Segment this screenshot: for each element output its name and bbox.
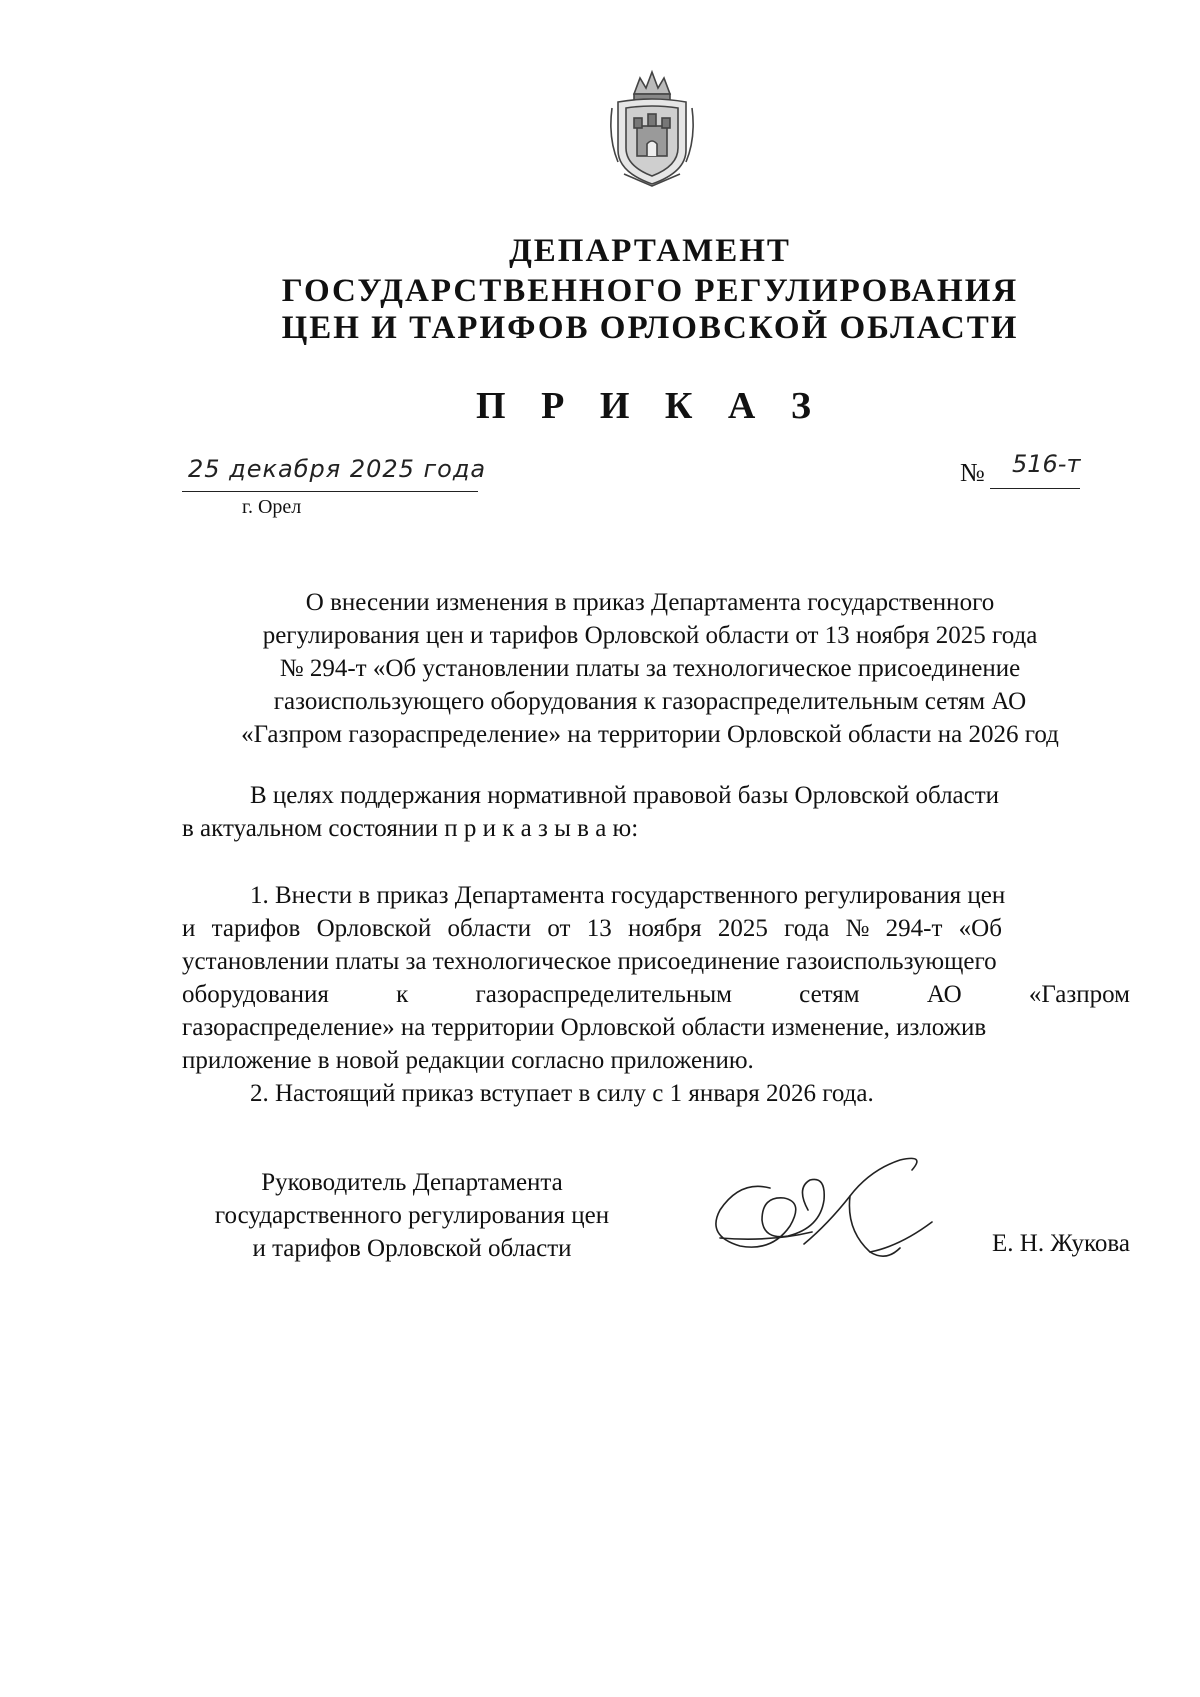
item-1-line: и тарифов Орловской области от 13 ноября 2025 года № 294-т «Об (182, 915, 1002, 942)
handwritten-date: 25 декабря 2025 года (188, 455, 487, 483)
item-2-line: 2. Настоящий приказ вступает в силу с 1 января 2026 года. (250, 1080, 874, 1107)
item-1-line: установлении платы за технологическое присоединение газоиспользующего (182, 948, 997, 975)
preamble-paragraph (182, 779, 1130, 845)
number-sign: № (960, 458, 985, 487)
coat-of-arms-icon (604, 68, 700, 188)
item-1-line (182, 978, 1130, 1011)
subject-line: газоиспользующего оборудования к газораспределительным сетям АО (273, 688, 1027, 715)
order-items (182, 879, 1130, 1110)
signer-title-line: Руководитель Департамента (261, 1169, 563, 1196)
preamble-line: в актуальном состоянии п р и к а з ы в а ю: (182, 815, 639, 842)
subject-line: «Газпром газораспределение» на территории Орловской области на 2026 год (241, 721, 1059, 748)
signer-name: Е. Н. Жукова (992, 1230, 1130, 1257)
department-title-line-3: ЦЕН И ТАРИФОВ ОРЛОВСКОЙ ОБЛАСТИ (281, 310, 1019, 346)
department-title-line-2: ГОСУДАРСТВЕННОГО РЕГУЛИРОВАНИЯ (281, 273, 1019, 309)
date-underline (182, 491, 478, 492)
item-1-word: оборудования (182, 981, 329, 1008)
document-type-heading: П Р И К А З (476, 385, 824, 427)
item-1-line: 1. Внести в приказ Департамента государственного регулирования цен (250, 882, 1006, 909)
department-title-line-1: ДЕПАРТАМЕНТ (509, 233, 791, 269)
city-label: г. Орел (242, 496, 302, 518)
item-1-word: сетям (799, 981, 860, 1008)
signer-title (182, 1166, 642, 1265)
subject-line: О внесении изменения в приказ Департамента государственного (305, 589, 995, 616)
item-1-word: «Газпром (1028, 981, 1130, 1008)
signer-title-line: государственного регулирования цен (214, 1202, 610, 1229)
handwritten-signature (700, 1140, 950, 1280)
item-1-word: к (396, 981, 409, 1008)
order-subject (170, 586, 1130, 751)
subject-line: регулирования цен и тарифов Орловской области от 13 ноября 2025 года (262, 622, 1038, 649)
signer-title-line: и тарифов Орловской области (252, 1235, 572, 1262)
item-1-line: газораспределение» на территории Орловской области изменение, изложив (182, 1014, 987, 1041)
item-1-word: газораспределительным (475, 981, 732, 1008)
number-underline (990, 488, 1080, 489)
handwritten-order-number: 516-т (1012, 450, 1081, 478)
item-1-word: АО (926, 981, 962, 1008)
item-1-line: приложение в новой редакции согласно приложению. (182, 1047, 754, 1074)
subject-line: № 294-т «Об установлении платы за технологическое присоединение (279, 655, 1021, 682)
preamble-line: В целях поддержания нормативной правовой базы Орловской области (250, 782, 1000, 809)
